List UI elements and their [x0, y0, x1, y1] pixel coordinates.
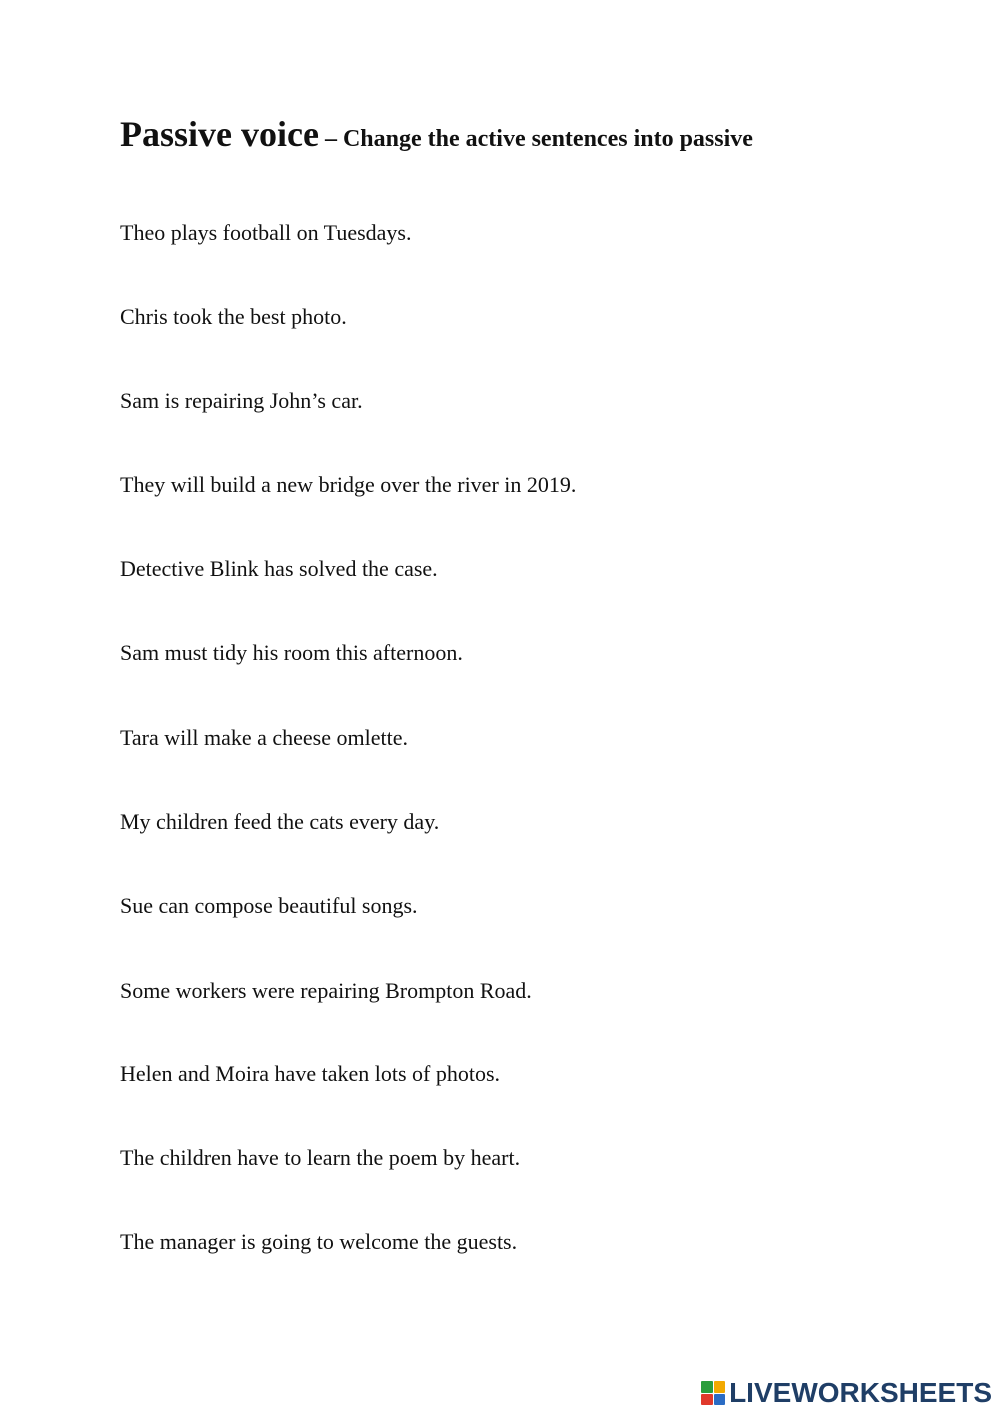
- sentence-11: Helen and Moira have taken lots of photos.: [120, 1061, 501, 1086]
- sentence-5: Detective Blink has solved the case.: [120, 556, 438, 581]
- sentence-12: The children have to learn the poem by heart.: [120, 1145, 521, 1170]
- logo-square-yellow: [714, 1381, 726, 1393]
- sentence-4: They will build a new bridge over the river in 2019.: [120, 472, 577, 497]
- sentence-8: My children feed the cats every day.: [120, 809, 440, 834]
- sentence-10: Some workers were repairing Brompton Road.: [120, 978, 532, 1003]
- logo-square-blue: [714, 1394, 726, 1406]
- title-main: Passive voice: [120, 114, 319, 154]
- logo-square-red: [701, 1394, 713, 1406]
- page-title: [120, 116, 753, 152]
- sentence-6: Sam must tidy his room this afternoon.: [120, 640, 463, 665]
- liveworksheets-logo-text: LIVEWORKSHEETS: [729, 1377, 992, 1408]
- sentence-9: Sue can compose beautiful songs.: [120, 893, 418, 918]
- liveworksheets-logo-icon: [701, 1381, 725, 1405]
- title-instruction: – Change the active sentences into passive: [318, 126, 753, 152]
- sentence-1: Theo plays football on Tuesdays.: [120, 220, 412, 245]
- liveworksheets-watermark: [701, 1379, 992, 1407]
- sentence-2: Chris took the best photo.: [120, 304, 347, 329]
- sentence-13: The manager is going to welcome the guests.: [120, 1229, 518, 1254]
- logo-square-green: [701, 1381, 713, 1393]
- sentence-3: Sam is repairing John’s car.: [120, 388, 363, 413]
- sentence-7: Tara will make a cheese omlette.: [120, 725, 408, 750]
